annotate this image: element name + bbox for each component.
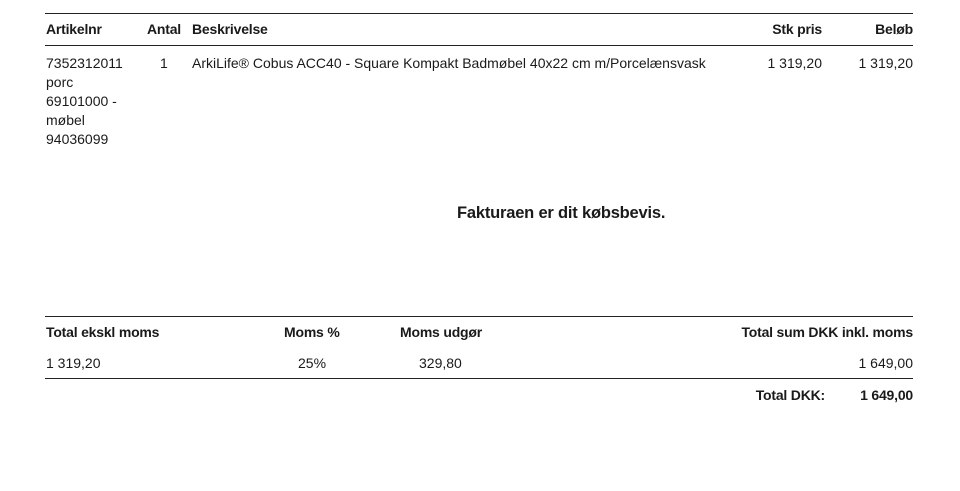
- totals-table-top-rule: [45, 316, 913, 317]
- table-row-amount: 1 319,20: [858, 55, 913, 71]
- table-row-quantity: 1: [160, 55, 168, 71]
- article-no-line: 7352312011: [46, 55, 123, 71]
- header-description: Beskrivelse: [192, 21, 268, 37]
- article-no-line: møbel: [46, 112, 85, 128]
- header-vat-percent: Moms %: [284, 324, 340, 340]
- article-no-line: 69101000 -: [46, 93, 117, 109]
- totals-table-bottom-rule: [45, 378, 913, 379]
- value-vat-percent: 25%: [298, 355, 327, 371]
- table-row-unit-price: 1 319,20: [767, 55, 822, 71]
- article-no-line: 94036099: [46, 131, 109, 147]
- header-amount: Beløb: [875, 21, 913, 37]
- header-vat-amount: Moms udgør: [400, 324, 482, 340]
- article-no-line: porc: [46, 74, 74, 90]
- header-article-no: Artikelnr: [46, 21, 102, 37]
- value-vat-amount: 329,80: [419, 355, 462, 371]
- grand-total-label: Total DKK:: [755, 387, 825, 403]
- header-total-incl-vat: Total sum DKK inkl. moms: [741, 324, 913, 340]
- value-total-incl-vat: 1 649,00: [858, 355, 913, 371]
- grand-total-value: 1 649,00: [860, 387, 913, 403]
- value-total-excl-vat: 1 319,20: [46, 355, 101, 371]
- receipt-note: Fakturaen er dit købsbevis.: [457, 204, 666, 222]
- header-quantity: Antal: [147, 21, 182, 37]
- items-table-header-rule: [45, 45, 913, 46]
- items-table-top-rule: [45, 13, 913, 14]
- header-unit-price: Stk pris: [772, 21, 822, 37]
- table-row-article-no: [46, 54, 141, 149]
- table-row-description: ArkiLife® Cobus ACC40 - Square Kompakt Badmøbel 40x22 cm m/Porcelænsvask: [192, 55, 706, 71]
- header-total-excl-vat: Total ekskl moms: [46, 324, 160, 340]
